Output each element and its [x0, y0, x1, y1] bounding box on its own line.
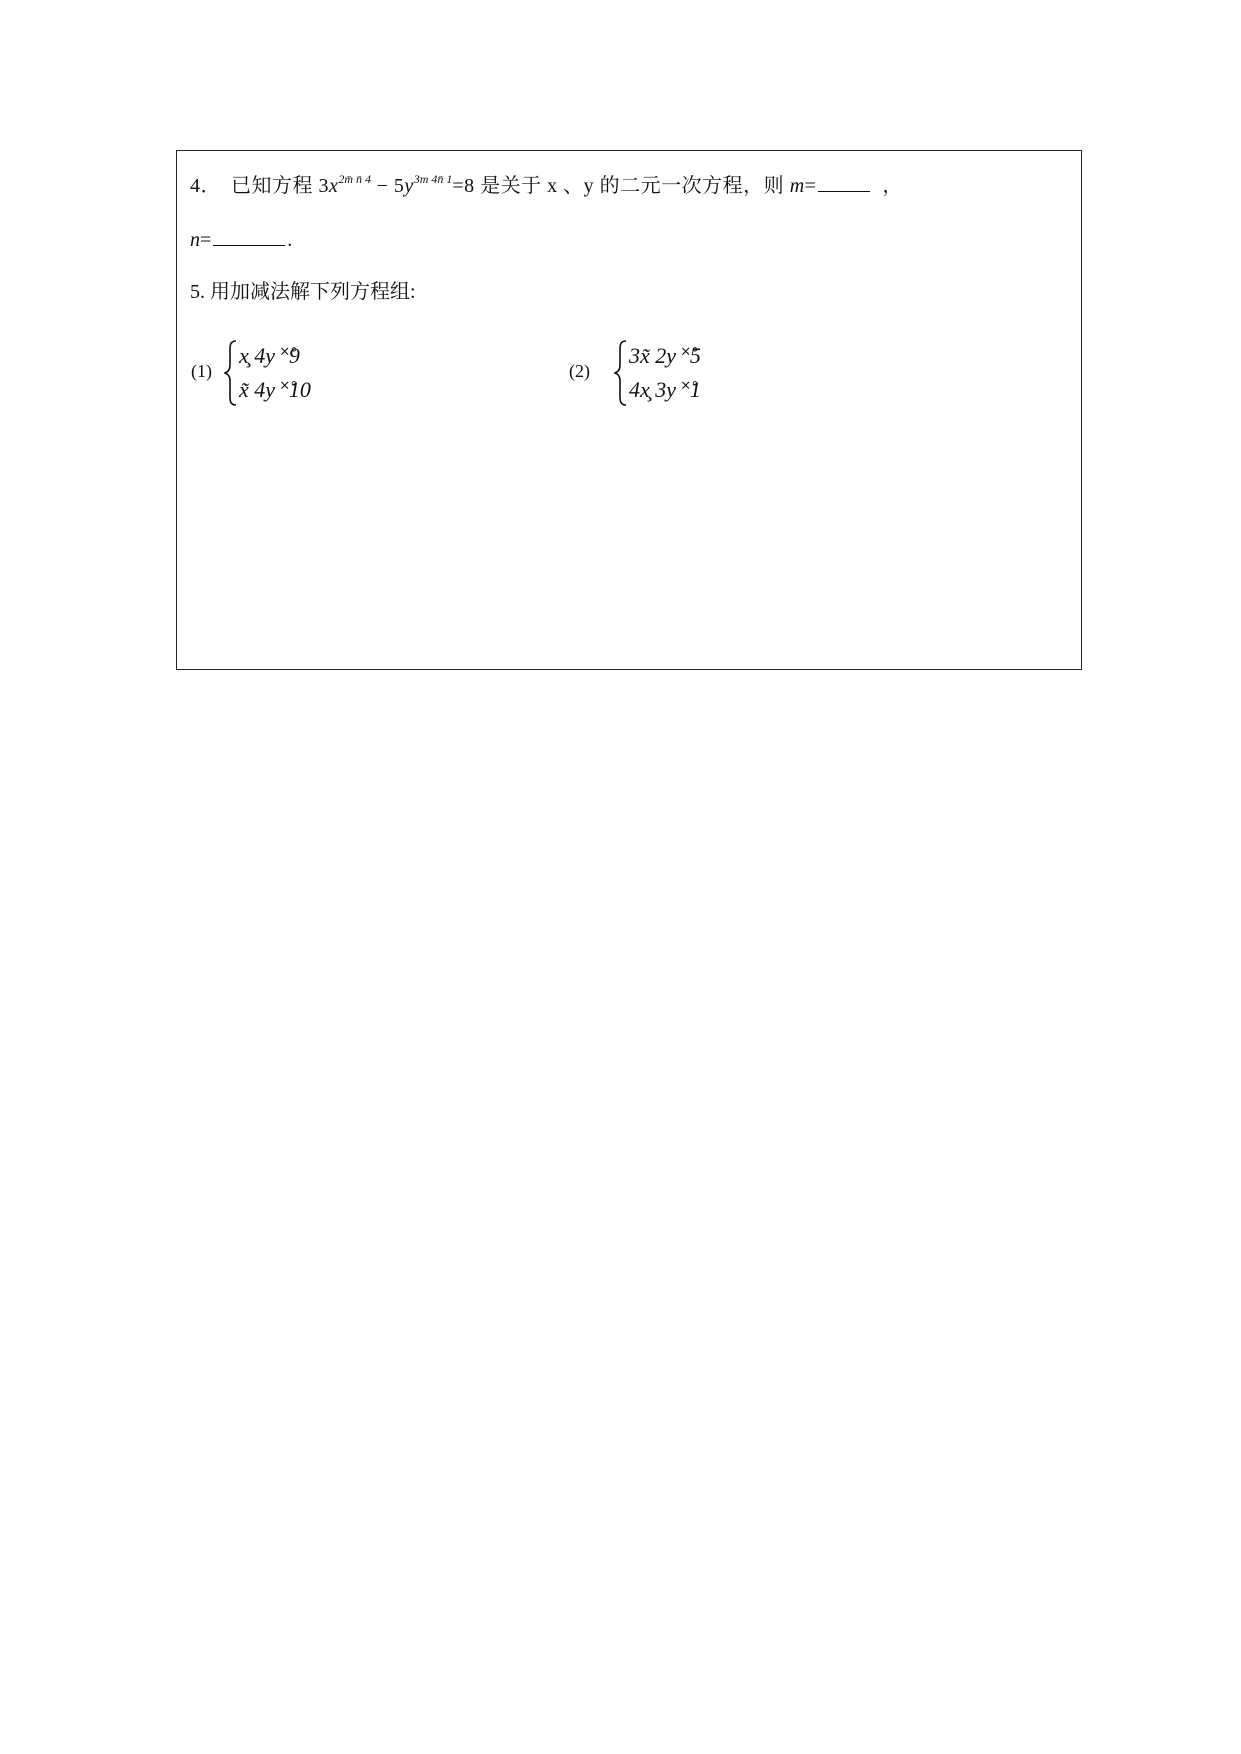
n-equals: =: [200, 229, 212, 251]
m-equals: =: [804, 175, 817, 197]
equation-rhs: =8: [452, 175, 475, 197]
exponent-x: 2m̄ n̄ 4: [338, 172, 372, 186]
question-4-period: .: [287, 229, 293, 251]
m-answer-blank[interactable]: [818, 173, 870, 192]
n-label: n: [190, 229, 200, 251]
question-4-number: 4．: [190, 175, 221, 197]
question-4-line: [190, 173, 903, 198]
system-2-row-2: 4x̧ 3y ˟̊1: [629, 377, 701, 402]
question-4-line-2: [190, 227, 292, 252]
system-1-label: (1): [191, 361, 212, 381]
equation-var-x: x: [329, 175, 339, 197]
system-1-row-2: x̃ 4y ˟̊10: [239, 377, 311, 402]
left-brace-icon: [224, 339, 238, 407]
m-label: m: [789, 175, 805, 197]
system-2-label: (2): [569, 361, 590, 381]
question-4-middle: 是关于 x 、y 的二元一次方程，则: [474, 175, 790, 197]
question-4-comma: ，: [882, 175, 903, 197]
question-5-heading: 5. 用加减法解下列方程组:: [190, 281, 416, 303]
equation-var-y: y: [404, 175, 414, 197]
left-brace-icon: [614, 339, 628, 407]
equation-minus-part: − 5: [371, 175, 405, 197]
system-2-row-1: 3x̃ 2y ˟̊5: [629, 343, 701, 368]
exponent-y: 3m 4n̄ 1: [413, 172, 453, 186]
question-4-prefix: 已知方程 3: [231, 175, 329, 197]
system-1-row-1: x̧ 4y ˟̊9: [239, 343, 300, 368]
n-answer-blank[interactable]: [213, 227, 285, 246]
question-box: [176, 150, 1082, 670]
